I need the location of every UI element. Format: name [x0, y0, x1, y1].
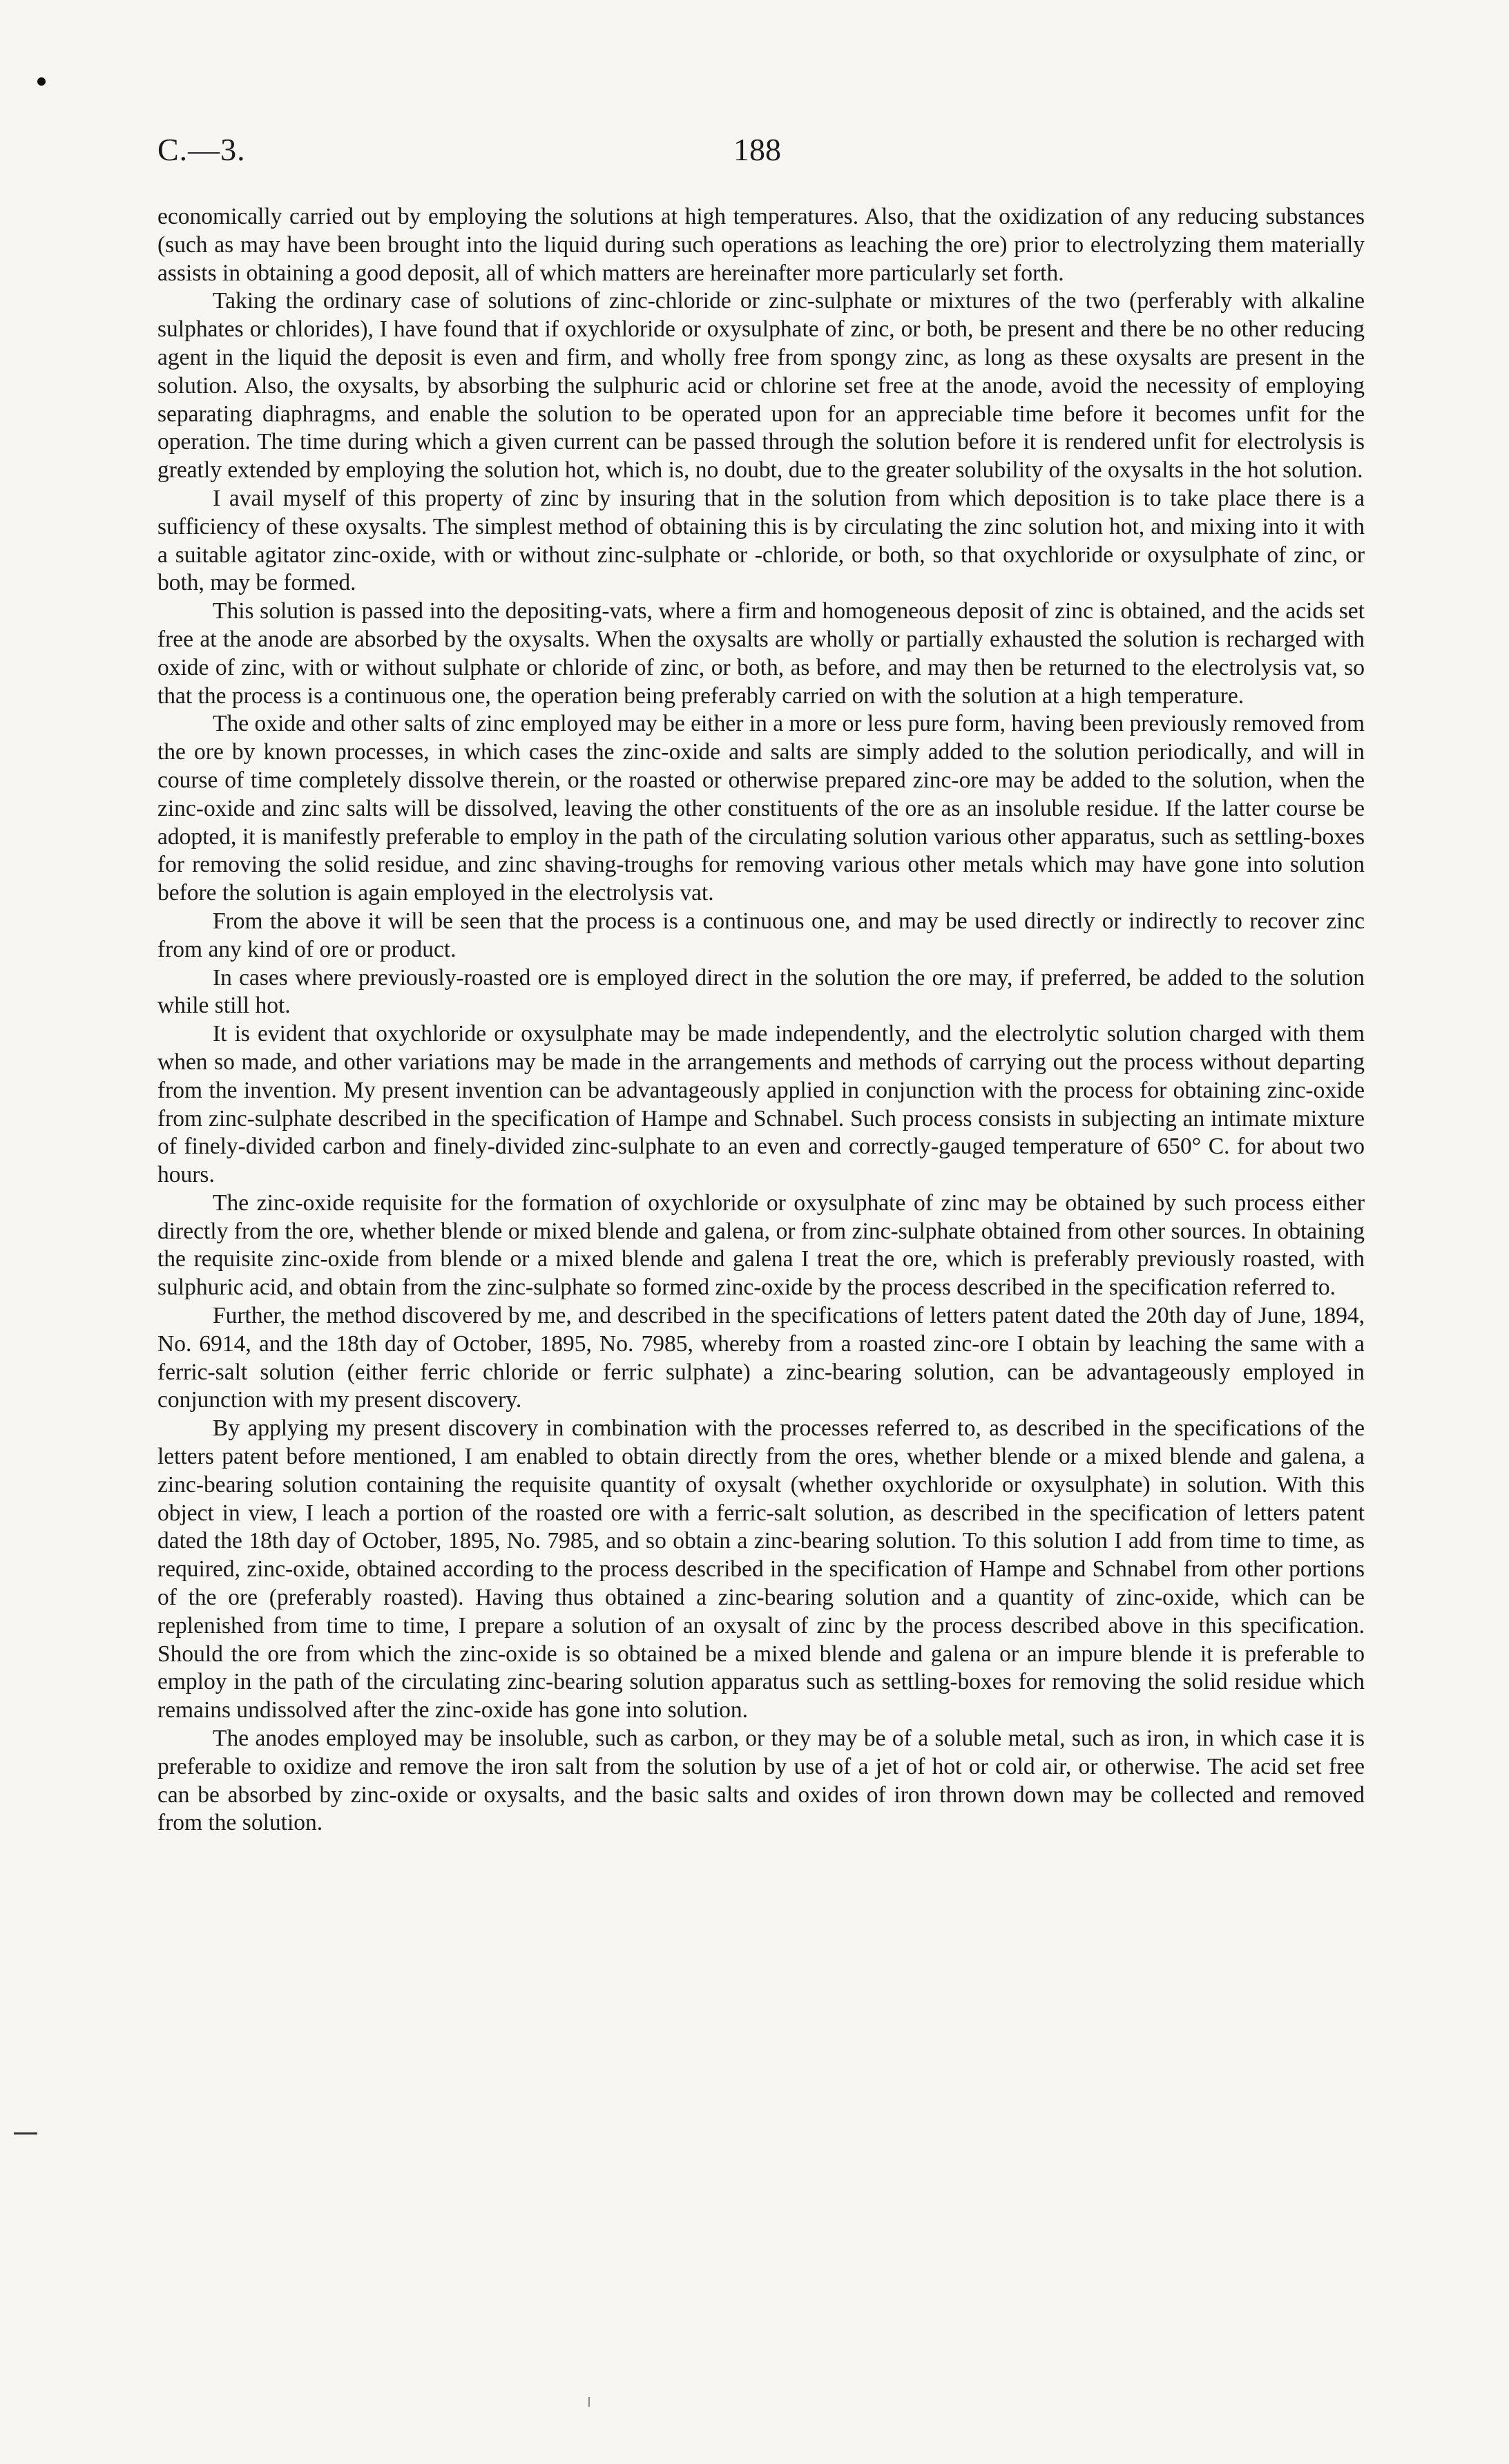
page-number: 188: [733, 132, 781, 167]
paragraph: The zinc-oxide requisite for the formation of oxychloride or oxysulphate of zinc may be obtained by such process either directly from the ore, whether blende or mixed blende and galena, or from zinc-sulphate obtained from other sources. In obtaining the requisite zinc-oxide from blende or a mixed blende and galena I treat the ore, which is preferably previously roasted, with sulphuric acid, and obtain from the zinc-sulphate so formed zinc-oxide by the process described in the specification referred to.: [157, 1190, 1365, 1301]
paragraph: The oxide and other salts of zinc employed may be either in a more or less pure form, having been previously removed from the ore by known processes, in which cases the zinc-oxide and salts are simply added to the solution periodically, and will in course of time completely dissolve therein, or the roasted or otherwise prepared zinc-ore may be added to the solution, when the zinc-oxide and zinc salts will be dissolved, leaving the other constituents of the ore as an insoluble residue. If the latter course be adopted, it is manifestly preferable to employ in the path of the circulating solution various other apparatus, such as settling-boxes for removing the solid residue, and zinc shaving-troughs for removing various other metals which may have gone into solution before the solution is again employed in the electrolysis vat.: [157, 711, 1365, 906]
paragraph: This solution is passed into the depositing-vats, where a firm and homogeneous deposit of zinc is obtained, and the acids set free at the anode are absorbed by the oxysalts. When the oxysalts are wholly or partially exhausted the solution is recharged with oxide of zinc, with or without sulphate or chloride of zinc, or both, as before, and may then be returned to the electrolysis vat, so that the process is a continuous one, the operation being preferably carried on with the solution at a high temperature.: [157, 598, 1365, 709]
paragraph: economically carried out by employing the solutions at high temperatures. Also, that the oxidization of any reducing substances (such as may have been brought into the liquid during such operations as leaching the ore) prior to electrolyzing them materially assists in obtaining a good deposit, all of which matters are hereinafter more particularly set forth.: [157, 204, 1365, 286]
margin-tick: [588, 2397, 590, 2407]
paragraph: Taking the ordinary case of solutions of zinc-chloride or zinc-sulphate or mixtures of the two (perferably with alkaline sulphates or chlorides), I have found that if oxychloride or oxysulphate of zinc, or both, be present and there be no other reducing agent in the liquid the deposit is even and firm, and wholly free from spongy zinc, as long as these oxysalts are present in the solution. Also, the oxysalts, by absorbing the sulphuric acid or chlorine set free at the anode, avoid the necessity of employing separating diaphragms, and enable the solution to be operated upon for an appreciable time before it becomes unfit for the operation. The time during which a given current can be passed through the solution before it is rendered unfit for electrolysis is greatly extended by employing the solution hot, which is, no doubt, due to the greater solubility of the oxysalts in the hot solution.: [157, 288, 1365, 484]
paragraph: I avail myself of this property of zinc by insuring that in the solution from which deposition is to take place there is a sufficiency of these oxysalts. The simplest method of obtaining this is by circulating the zinc solution hot, and mixing into it with a suitable agitator zinc-oxide, with or without zinc-sulphate or -chloride, or both, so that oxychloride or oxysulphate of zinc, or both, may be formed.: [157, 485, 1365, 596]
paragraph: From the above it will be seen that the process is a continuous one, and may be used directly or indirectly to recover zinc from any kind of ore or product.: [157, 908, 1365, 962]
paragraph: Further, the method discovered by me, and described in the specifications of letters patent dated the 20th day of June, 1894, No. 6914, and the 18th day of October, 1895, No. 7985, whereby from a roasted zinc-ore I obtain by leaching the same with a ferric-salt solution (either ferric chloride or ferric sulphate) a zinc-bearing solution, can be advantageously employed in conjunction with my present discovery.: [157, 1303, 1365, 1413]
paragraph: The anodes employed may be insoluble, such as carbon, or they may be of a soluble metal, such as iron, in which case it is preferable to oxidize and remove the iron salt from the solution by use of a jet of hot or cold air, or otherwise. The acid set free can be absorbed by zinc-oxide or oxysalts, and the basic salts and oxides of iron thrown down may be collected and removed from the solution.: [157, 1726, 1365, 1836]
paragraph: It is evident that oxychloride or oxysulphate may be made independently, and the electrolytic solution charged with them when so made, and other variations may be made in the arrangements and methods of carrying out the process without departing from the invention. My present invention can be advantageously applied in conjunction with the process for obtaining zinc-oxide from zinc-sulphate described in the specification of Hampe and Schnabel. Such process consists in subjecting an intimate mixture of finely-divided carbon and finely-divided zinc-sulphate to an even and correctly-gauged temperature of 650° C. for about two hours.: [157, 1021, 1365, 1188]
page-label: C.—3.: [157, 132, 246, 167]
body-text: [157, 203, 1365, 1837]
paragraph: In cases where previously-roasted ore is employed direct in the solution the ore may, if preferred, be added to the solution while still hot.: [157, 964, 1365, 1019]
margin-dot: [37, 77, 46, 86]
paragraph: By applying my present discovery in combination with the processes referred to, as described in the specifications of the letters patent before mentioned, I am enabled to obtain directly from the ores, whether blende or a mixed blende and galena, a zinc-bearing solution containing the requisite quantity of oxysalt (whether oxychloride or oxysulphate) in solution. With this object in view, I leach a portion of the roasted ore with a ferric-salt solution, as described in the specification of letters patent dated the 18th day of October, 1895, No. 7985, and so obtain a zinc-bearing solution. To this solution I add from time to time, as required, zinc-oxide, obtained according to the process described in the specification of Hampe and Schnabel from other portions of the ore (preferably roasted). Having thus obtained a zinc-bearing solution and a quantity of zinc-oxide, which can be replenished from time to time, I prepare a solution of an oxysalt of zinc by the process described above in this specification. Should the ore from which the zinc-oxide is so obtained be a mixed blende and galena or an impure blende it is preferable to employ in the path of the circulating zinc-bearing solution apparatus such as settling-boxes for removing the solid residue which remains undissolved after the zinc-oxide has gone into solution.: [157, 1415, 1365, 1723]
margin-dash: [14, 2132, 37, 2134]
